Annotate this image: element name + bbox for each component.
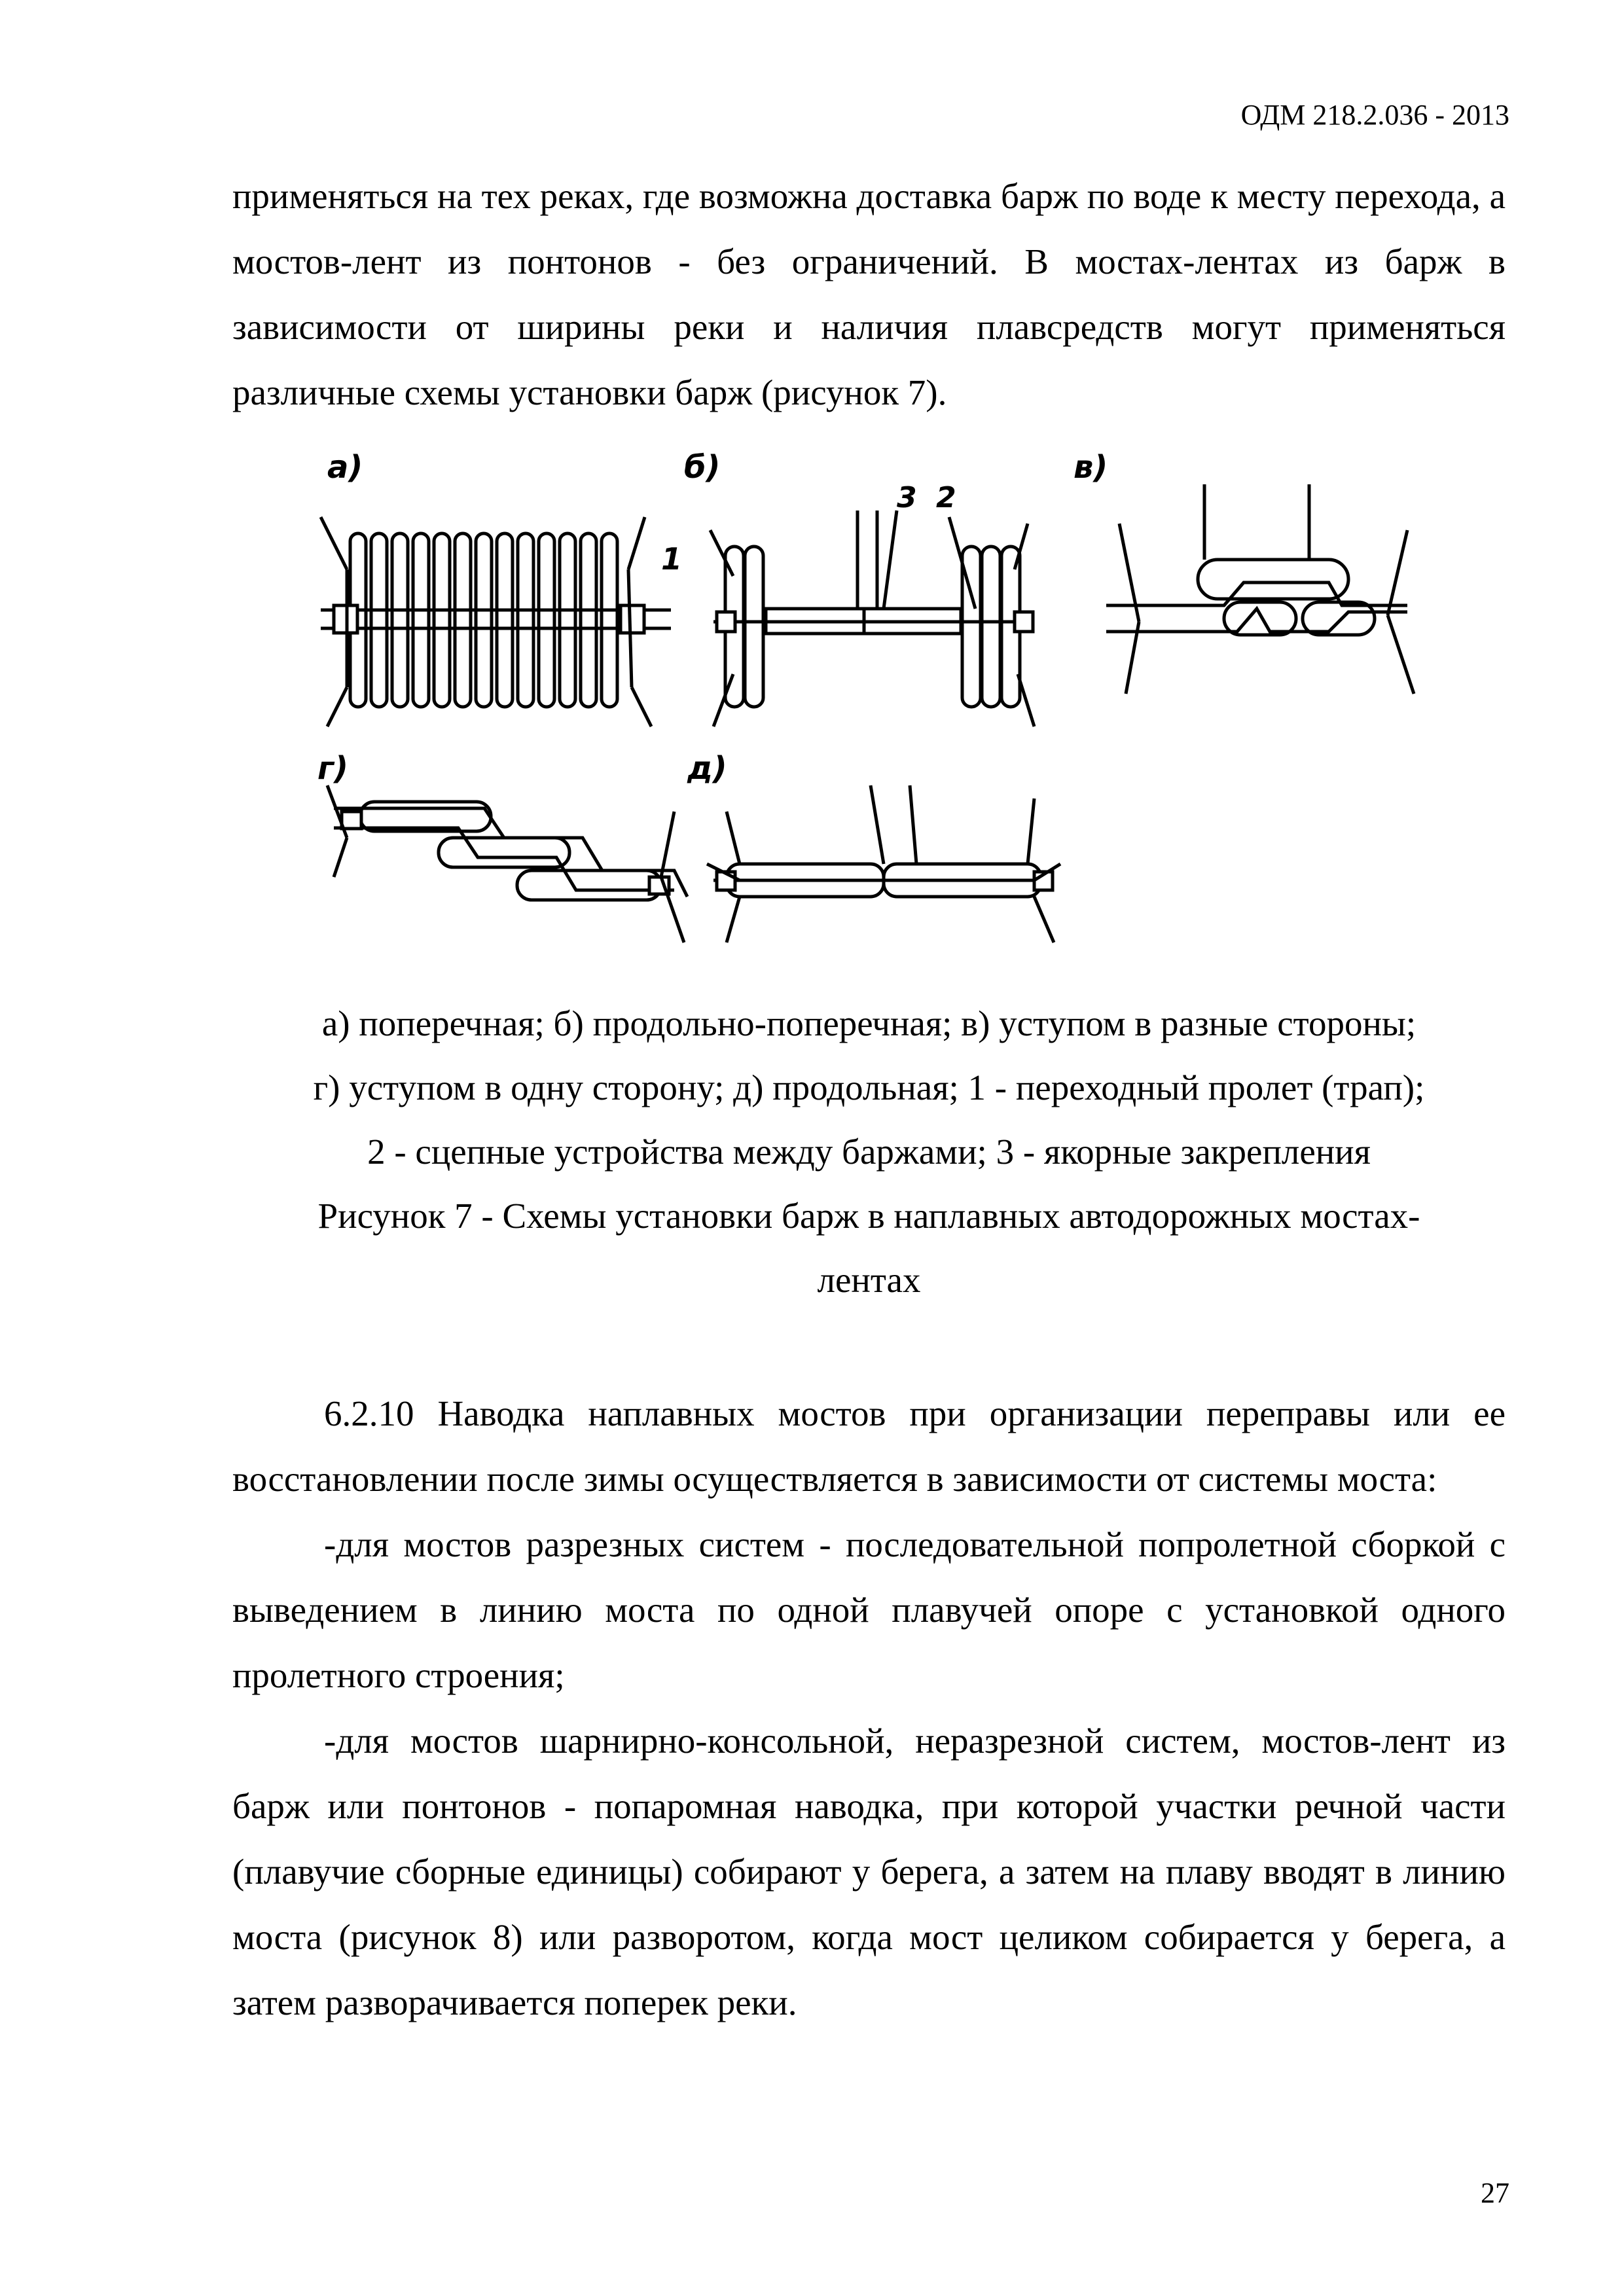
- panel-label-b: б): [684, 449, 721, 486]
- figure-legend-line-2: г) уступом в одну сторону; д) продольная; 1 - переходный пролет (трап);: [313, 1067, 1425, 1107]
- figure-title-line-1: Рисунок 7 - Схемы установки барж в наплавных автодорожных мостах-: [317, 1196, 1420, 1236]
- figure-legend-line-3: 2 - сцепные устройства между баржами; 3 - якорные закрепления: [367, 1132, 1371, 1172]
- panel-d-longitudinal: [687, 750, 1060, 942]
- figure-7-diagram: [308, 445, 1434, 1008]
- panel-g-stepped-one: [317, 750, 687, 942]
- figure-title-line-2: лентах: [817, 1260, 921, 1300]
- panel-a-transverse: [321, 449, 682, 726]
- page-header: ОДМ 218.2.036 - 2013: [1240, 99, 1509, 131]
- panel-label-a: а): [327, 449, 363, 486]
- callout-3: 3: [897, 481, 917, 514]
- panel-b-longitudinal-transverse: [684, 449, 1034, 726]
- callout-1: 1: [661, 541, 683, 577]
- panel-label-d: д): [687, 750, 727, 787]
- section-6-2-10-paragraph: 6.2.10 Наводка наплавных мостов при организации переправы или ее восстановлении после зимы осуществляется в зависимости от системы моста:: [232, 1393, 1506, 1499]
- intro-paragraph: применяться на тех реках, где возможна доставка барж по воде к месту перехода, а мостов-лент из понтонов - без ограничений. В мостах-лентах из барж в зависимости от ширины реки и наличия плавсредств могут применяться различные схемы установки барж (рисунок 7).: [232, 176, 1506, 412]
- callout-2: 2: [936, 481, 956, 514]
- page-number: 27: [1481, 2177, 1509, 2209]
- panel-label-g: г): [317, 750, 349, 787]
- panel-v-stepped-different: [1074, 449, 1414, 694]
- panel-label-v: в): [1074, 449, 1108, 486]
- figure-legend-line-1: а) поперечная; б) продольно-поперечная; в) уступом в разные стороны;: [321, 1003, 1416, 1043]
- list-item-cut-systems: -для мостов разрезных систем - последовательной попролетной сборкой с выведением в линию моста по одной плавучей опоре с установкой одного пролетного строения;: [232, 1524, 1506, 1695]
- list-item-continuous-systems: -для мостов шарнирно-консольной, неразрезной систем, мостов-лент из барж или понтонов - попаромная наводка, при которой участки речной части (плавучие сборные единицы) собирают у берега, а затем на плаву вводят в линию моста (рисунок 8) или разворотом, когда мост целиком собирается у берега, а затем разворачивается поперек реки.: [232, 1721, 1506, 2022]
